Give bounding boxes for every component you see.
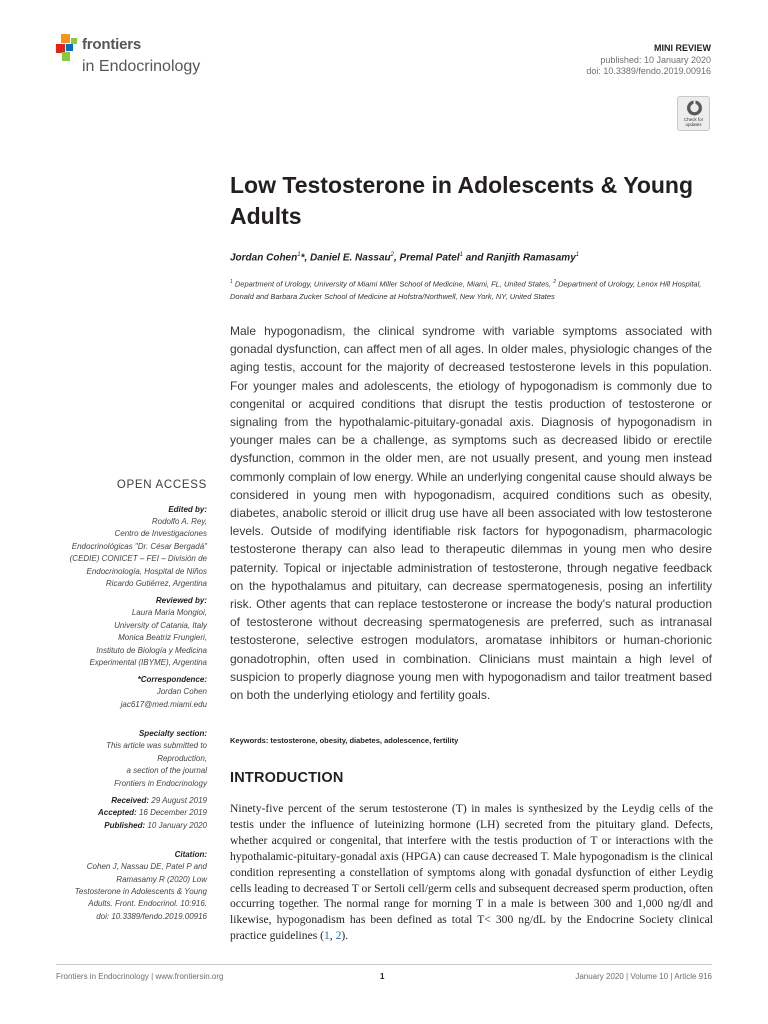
logo-journal-name: in Endocrinology	[82, 58, 201, 75]
author-separator: ,	[304, 252, 311, 264]
article-title: Low Testosterone in Adolescents & Young Adults	[230, 172, 694, 229]
author-name[interactable]: Ranjith Ramasamy	[486, 252, 576, 264]
affiliation-number: 1	[230, 279, 233, 285]
author-affiliation-mark: 2	[390, 252, 394, 258]
accepted-date	[50, 807, 207, 819]
journal-logo	[56, 32, 256, 82]
received-label: Received:	[111, 795, 150, 805]
footer-divider	[56, 964, 712, 965]
affiliations	[230, 276, 712, 304]
accepted-label: Accepted:	[98, 808, 137, 818]
affiliation-number: 2	[553, 279, 556, 285]
correspondence-name: Jordan Cohen	[156, 687, 207, 697]
editor-line: Ricardo Gutiérrez, Argentina	[105, 579, 207, 589]
article-meta	[586, 43, 711, 78]
author-name[interactable]: Premal Patel	[399, 252, 460, 264]
check-updates-icon	[678, 98, 711, 118]
citation-line: Testosterone in Adolescents & Young	[74, 886, 207, 896]
abstract: Male hypogonadism, the clinical syndrome with variable symptoms associated with gonadal dysfunction, can affect men of all ages. In older males, physiologic changes of the aging testis, account for the majority of decreased testosterone levels in this population. For younger males and adolescents, the etiology of hypogonadism is commonly due to congenital or acquired conditions that disrupt the testis production of testosterone or signaling from the hypothalamic-pituitary-gonadal axis. Diagnosis of hypogonadism in younger males can be a challenge, as symptoms such as decreased libido or erectile dysfunction, common in the older men, are not usually present, and young men instead commonly complain of low energy. While an underlying congenital cause should always be considered in young men with hypogonadism, acquired conditions such as obesity, diabetes, anabolic steroid or illicit drug use have all been associated with low testosterone levels. Outside of modifying identifiable risk factors for hypogonadism, pharmacologic testosterone therapy can also lead to therapeutic dilemmas in young men who desire paternity. Topical or injectable administration of testosterone, through negative feedback on the hypothalamus and pituitary, can decrease spermatogenesis, posing an infertility risk. Other agents that can replace testosterone or increase the body's natural production of testosterone without decreasing spermatogenesis are preferred, such as intranasal testosterone, selective estrogen modulators, aromatase inhibitors or human-chorionic gonadotrophin, often used in combination. Clinicians must maintain a high level of suspicion to properly diagnose young men with hypogonadism and tailor treatment based on both the underlying etiology and fertility goals.	[230, 324, 712, 703]
specialty-line: Frontiers in Endocrinology	[114, 778, 207, 788]
reviewer-line: Monica Beatriz Frungieri,	[118, 633, 207, 643]
citation-line: Ramasamy R (2020) Low	[116, 874, 207, 884]
check-updates-label: Check for updates	[683, 117, 704, 127]
author-affiliation-mark: 1	[575, 252, 580, 258]
specialty-line: a section of the journal	[126, 766, 207, 776]
introduction-text-end: ).	[341, 929, 349, 943]
introduction-heading: INTRODUCTION	[230, 770, 344, 786]
introduction-text: Ninety-five percent of the serum testosterone (T) in males is synthesized by the Leydig cells of the testis under the influence of luteinizing hormone (LH) secreted from the pituitary gland. Defects, whether acquired or congenital, that interfere with the testis production of T or interactions with the hypothalamic-pituitary-gonadal axis (HPGA) can cause decreased T. Male hypogonadism is the clinical condition representing a constellation of symptoms along with gonadal dysfunction of either Leydig cells leading to decreased T or Sertoli cell/germ cells and subsequent decreased sperm production, often occurring together. The normal range for morning T in a male is between 300 and 1,000 ng/dl and likewise, hypogonadism has been defined as total T< 300 ng/dL by the Endocrine Society clinical practice guidelines (	[230, 802, 713, 943]
published-date: published: 10 January 2020	[600, 54, 711, 65]
page-number: 1	[380, 972, 385, 981]
correspondence-email[interactable]: jac617@med.miami.edu	[120, 699, 207, 709]
citation-doi[interactable]: doi: 10.3389/fendo.2019.00916	[96, 911, 207, 921]
published-label: Published:	[104, 820, 146, 830]
reviewer-line: University of Catania, Italy	[114, 620, 207, 630]
author-affiliation-mark: 1	[297, 252, 301, 258]
logo-wordmark: frontiers	[82, 36, 142, 53]
article-doi[interactable]: doi: 10.3389/fendo.2019.00916	[586, 66, 711, 76]
citation-label: Citation:	[174, 850, 207, 860]
author-list	[230, 249, 710, 264]
author-separator: ,	[393, 252, 400, 264]
reviewed-by-label: Reviewed by:	[155, 596, 207, 606]
published-date-sidebar	[50, 820, 207, 832]
author-name[interactable]: Daniel E. Nassau	[310, 252, 391, 264]
article-sidebar	[50, 479, 207, 923]
reviewer-line: Experimental (IBYME), Argentina	[89, 658, 207, 668]
editor-line: Endocrinológicas "Dr. César Bergadá"	[71, 541, 207, 551]
check-for-updates-badge[interactable]	[677, 96, 710, 131]
author-affiliation-mark: 1	[459, 252, 463, 258]
affiliation-1: Department of Urology, University of Miami Miller School of Medicine, Miami, FL, United States,	[234, 279, 552, 289]
footer-journal[interactable]: Frontiers in Endocrinology | www.frontiersin.org	[56, 972, 224, 981]
specialty-line: This article was submitted to	[106, 741, 207, 751]
reviewer-line: Instituto de Biología y Medicina	[96, 645, 207, 655]
citation-line: Adults. Front. Endocrinol. 10:916.	[88, 899, 207, 909]
author-name[interactable]: Jordan Cohen	[230, 252, 298, 264]
article-type: MINI REVIEW	[653, 43, 711, 53]
citation-line: Cohen J, Nassau DE, Patel P and	[86, 862, 207, 872]
accepted-value: 16 December 2019	[138, 808, 207, 818]
editor-line: Endocrinología, Hospital de Niños	[86, 566, 207, 576]
published-value: 10 January 2020	[147, 820, 207, 830]
received-value: 29 August 2019	[151, 795, 207, 805]
correspondence-label: *Correspondence:	[137, 675, 207, 685]
corresponding-mark: *	[300, 252, 305, 264]
reference-link[interactable]: 2	[335, 929, 342, 943]
edited-by-label: Edited by:	[168, 505, 207, 514]
editor-line: (CEDIE) CONICET – FEI – División de	[69, 554, 207, 564]
reference-link[interactable]: 1	[324, 929, 330, 943]
author-separator: and	[462, 252, 487, 264]
reviewer-line: Laura Maria Mongioi,	[131, 608, 207, 618]
reference-separator: ,	[329, 929, 336, 943]
keywords: Keywords: testosterone, obesity, diabetes, adolescence, fertility	[230, 736, 459, 745]
affiliation-2: Department of Urology, Lenox Hill Hospital, Donald and Barbara Zucker School of Medicine at Hofstra/Northwell, New York, NY, United States	[230, 279, 702, 301]
editor-line: Centro de Investigaciones	[114, 529, 207, 539]
introduction-body	[230, 801, 713, 944]
open-access-label: OPEN ACCESS	[116, 479, 207, 491]
editor-line: Rodolfo A. Rey,	[151, 517, 207, 526]
specialty-line: Reproduction,	[157, 753, 207, 763]
footer-issue-info: January 2020 | Volume 10 | Article 916	[575, 972, 712, 981]
specialty-section-label: Specialty section:	[138, 729, 207, 739]
received-date	[50, 795, 207, 807]
frontiers-logo-icon	[56, 34, 82, 62]
